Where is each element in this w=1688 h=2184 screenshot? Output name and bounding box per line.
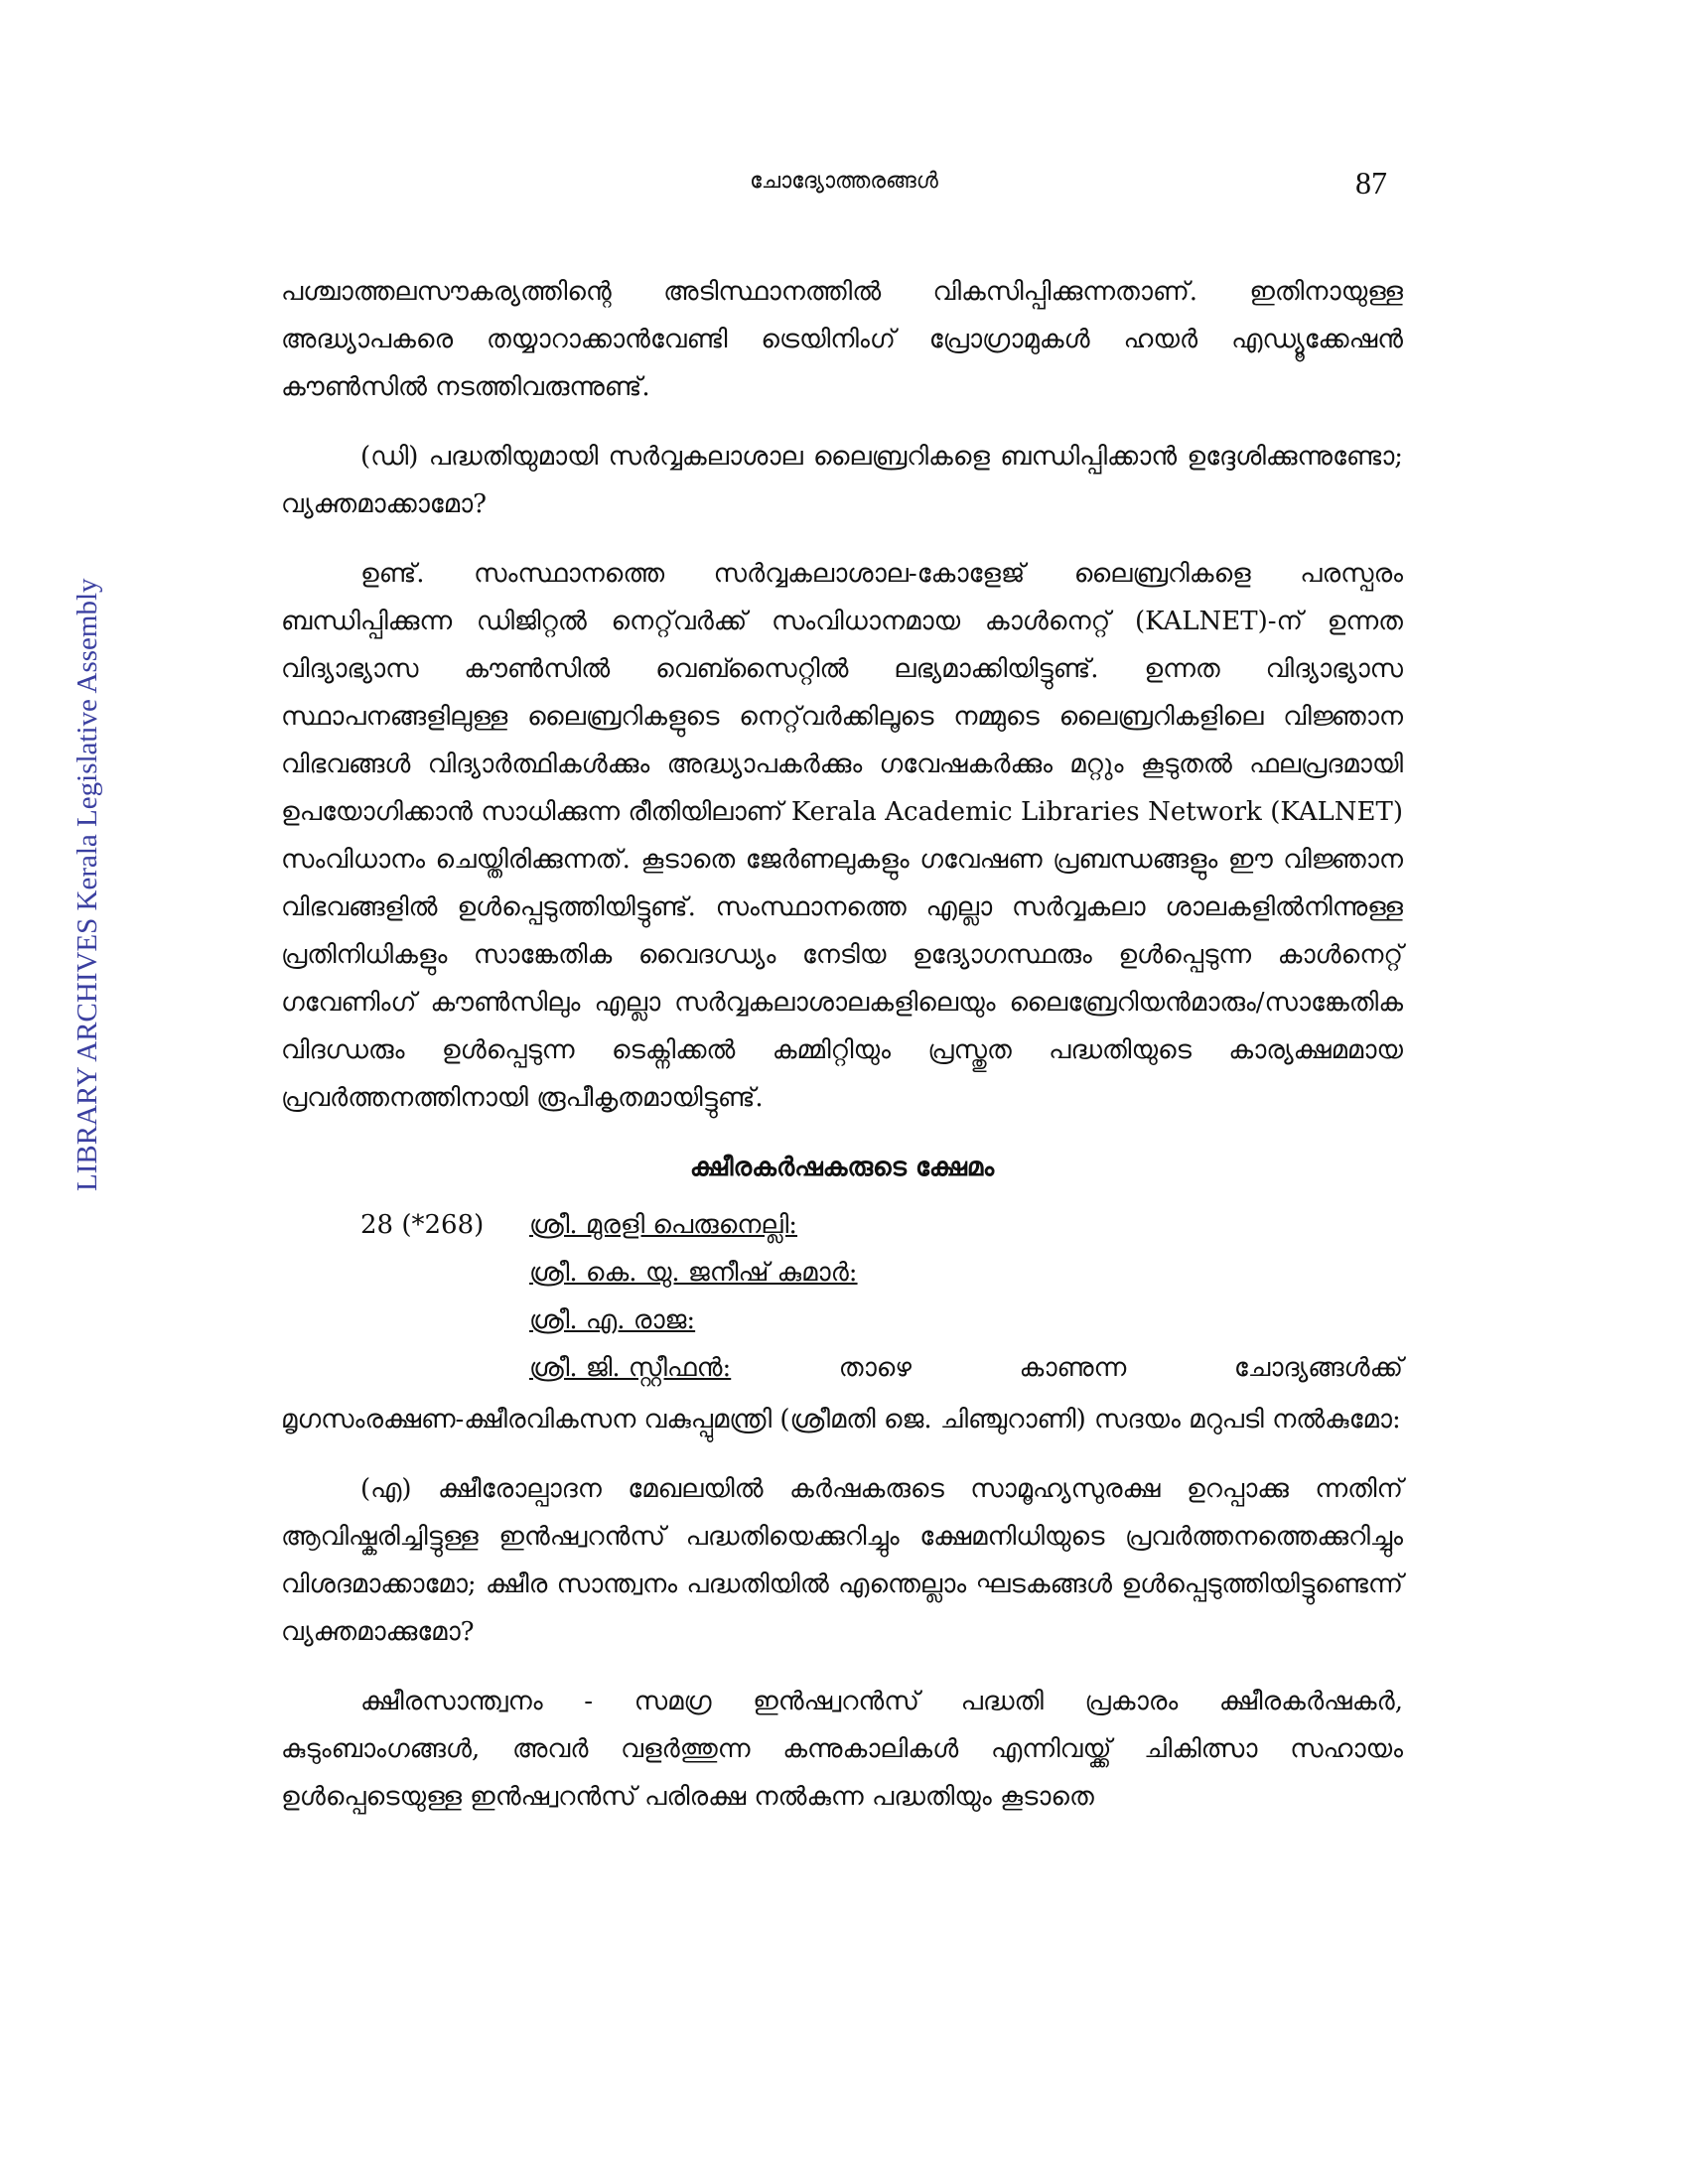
question-number-spacer	[281, 1249, 529, 1297]
intro-word: കാണുന്ന	[1019, 1353, 1127, 1383]
question-a: (എ) ക്ഷീരോല്പാദന മേഖലയിൽ കർഷകരുടെ സാമൂഹ്യസുരക്ഷ ഉറപ്പാക്കു ന്നതിന് ആവിഷ്കരിച്ചിട്ടുള്ള ഇൻഷ്വറൻസ് പദ്ധതിയെക്കുറിച്ചും ക്ഷേമനിധിയുടെ പ്രവർത്തനത്തെക്കുറിച്ചും വിശദമാക്കാമോ; ക്ഷീര സാന്ത്വനം പദ്ധതിയിൽ എന്തെല്ലാം ഘടകങ്ങൾ ഉൾപ്പെടുത്തിയിട്ടുണ്ടെന്ന് വ്യക്തമാക്കുമോ?	[281, 1474, 1403, 1647]
page-body	[281, 268, 1403, 1843]
question-last-row	[281, 1344, 1403, 1392]
intro-word: താഴെ	[838, 1353, 912, 1383]
member-name: ശ്രീ. മുരളി പെരുനെല്ലി:	[529, 1210, 798, 1240]
paragraph-continued: പശ്ചാത്തലസൗകര്യത്തിന്റെ അടിസ്ഥാനത്തിൽ വികസിപ്പിക്കുന്നതാണ്. ഇതിനായുള്ള അദ്ധ്യാപകരെ തയ്യാറാക്കാൻവേണ്ടി ട്രെയിനിംഗ് പ്രോഗ്രാമുകൾ ഹയർ എഡ്യൂക്കേഷൻ കൗൺസിൽ നടത്തിവരുന്നുണ്ട്.	[281, 277, 1403, 402]
question-row	[281, 1249, 1403, 1297]
question-number: 28 (*268)	[360, 1210, 485, 1240]
member-name: ശ്രീ. കെ. യു. ജനീഷ് കുമാർ:	[529, 1258, 858, 1288]
question-row	[281, 1297, 1403, 1344]
member-list	[529, 1249, 1403, 1297]
archive-watermark: LIBRARY ARCHIVES Kerala Legislative Assembly	[71, 578, 103, 1191]
question-number-spacer	[281, 1297, 529, 1344]
member-list	[529, 1297, 1403, 1344]
question-intro: മൃഗസംരക്ഷണ-ക്ഷീരവികസന വകുപ്പുമന്ത്രി (ശ്രീമതി ജെ. ചിഞ്ചുറാണി) സദയം മറുപടി നൽകുമോ:	[281, 1405, 1401, 1434]
question-d: (ഡി) പദ്ധതിയുമായി സർവ്വകലാശാല ലൈബ്രറികളെ ബന്ധിപ്പിക്കാൻ ഉദ്ദേശിക്കുന്നുണ്ടോ; വ്യക്തമാക്കാമോ?	[281, 442, 1403, 519]
member-list	[529, 1201, 1403, 1249]
answer-d: ഉണ്ട്. സംസ്ഥാനത്തെ സർവ്വകലാശാല-കോളേജ് ലൈബ്രറികളെ പരസ്പരം ബന്ധിപ്പിക്കുന്ന ഡിജിറ്റൽ നെറ്റ്‌വർക്ക് സംവിധാനമായ കാൾനെറ്റ് (KALNET)-ന് ഉന്നത വിദ്യാഭ്യാസ കൗൺസിൽ വെബ്സൈറ്റിൽ ലഭ്യമാക്കിയിട്ടുണ്ട്. ഉന്നത വിദ്യാഭ്യാസ സ്ഥാപനങ്ങളിലുള്ള ലൈബ്രറികളുടെ നെറ്റ്‌വർക്കിലൂടെ നമ്മുടെ ലൈബ്രറികളിലെ വിജ്ഞാന വിഭവങ്ങൾ വിദ്യാർത്ഥികൾക്കും അദ്ധ്യാപകർക്കും ഗവേഷകർക്കും മറ്റും കൂടുതൽ ഫലപ്രദമായി ഉപയോഗിക്കാൻ സാധിക്കുന്ന രീതിയിലാണ് Kerala Academic Libraries Network (KALNET) സംവിധാനം ചെയ്തിരിക്കുന്നത്. കൂടാതെ ജേർണലുകളും ഗവേഷണ പ്രബന്ധങ്ങളും ഈ വിജ്ഞാന വിഭവങ്ങളിൽ ഉൾപ്പെടുത്തിയിട്ടുണ്ട്. സംസ്ഥാനത്തെ എല്ലാ സർവ്വകലാ ശാലകളിൽനിന്നുള്ള പ്രതിനിധികളും സാങ്കേതിക വൈദഗ്ധ്യം നേടിയ ഉദ്യോഗസ്ഥരും ഉൾപ്പെടുന്ന കാൾനെറ്റ് ഗവേണിംഗ് കൗൺസിലും എല്ലാ സർവ്വകലാശാലകളിലെയും ലൈബ്രേറിയൻമാരും/സാങ്കേതിക വിദഗ്ധരും ഉൾപ്പെടുന്ന ടെക്നിക്കൽ കമ്മിറ്റിയും പ്രസ്തുത പദ്ധതിയുടെ കാര്യക്ഷമമായ പ്രവർത്തനത്തിനായി രൂപീകൃതമായിട്ടുണ്ട്.	[281, 559, 1403, 1113]
member-name: ശ്രീ. എ. രാജ:	[529, 1305, 696, 1335]
page-number: 87	[1355, 165, 1387, 201]
question-header	[281, 1201, 1403, 1392]
section-title: ക്ഷീരകർഷകരുടെ ക്ഷേമം	[689, 1153, 995, 1182]
member-name: ശ്രീ. ജി. സ്റ്റീഫൻ:	[529, 1353, 732, 1383]
running-title: ചോദ്യോത്തരങ്ങൾ	[750, 169, 938, 194]
answer-a: ക്ഷീരസാന്ത്വനം - സമഗ്ര ഇൻഷ്വറൻസ് പദ്ധതി പ്രകാരം ക്ഷീരകർഷകർ, കുടുംബാംഗങ്ങൾ, അവർ വളർത്തുന്ന കന്നുകാലികൾ എന്നിവയ്ക്ക് ചികിത്സാ സഹായം ഉൾപ്പെടെയുള്ള ഇൻഷ്വറൻസ് പരിരക്ഷ നൽകുന്ന പദ്ധതിയും കൂടാതെ	[281, 1687, 1403, 1812]
question-row	[281, 1201, 1403, 1249]
intro-word: ചോദ്യങ്ങൾക്ക്	[1233, 1353, 1403, 1383]
